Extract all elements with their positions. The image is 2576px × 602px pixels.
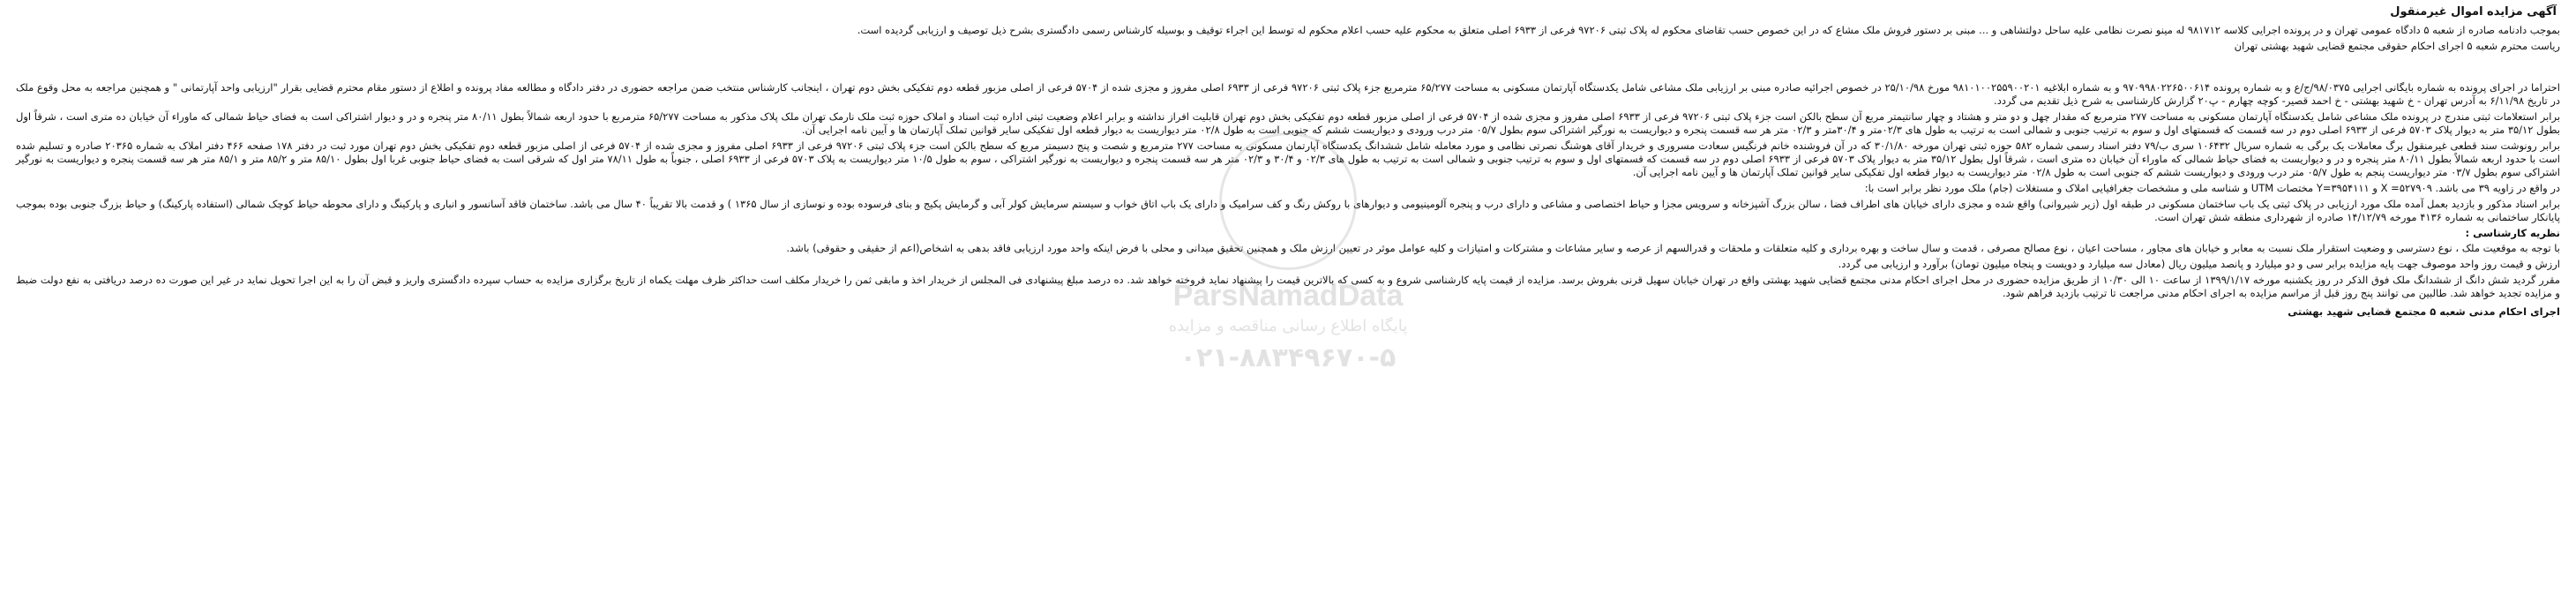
expert-opinion-label: نظریه کارشناسی : <box>2465 227 2560 239</box>
coordinates-paragraph: در واقع در زاویه ۳۹ می باشد. ۵۲۷۹۰۹= X و ۳۹۵۴۱۱۱=Y مختصات UTM و شناسه ملی و مشخصات جغرافیایی املاک و مستغلات (جام) ملک مورد نظر برابر است با: <box>1864 182 2560 194</box>
watermark-brand: ParsNamadData <box>1172 279 1404 312</box>
description-paragraph: برابر اسناد مذکور و بازدید بعمل آمده ملک مورد ارزیابی در پلاک ثبتی یک باب ساختمان مسکونی در طبقه اول (زیر شیروانی) واقع شده و مجزی دارای خیابان های اطراف فضا ، سالن بزرگ آشپزخانه و سرویس مجزا و حیاط اختصاصی و مشاعی و دارای درب و پنجره آلومینیومی و دیوارهای با روکش رنگ و کف سرامیک و دارای یک باب اتاق خواب و سیستم سرمایش کولر آبی و گرمایش پکیج و بنای فرسوده بوده و نوسازی از سال ۱۳۶۵ ) و قدمت بالا تقریباً ۴۰ سال می باشد. ساختمان فاقد آسانسور و انباری و پارکینگ و دارای محوطه حیاط کوچک شمالی (استفاده پارکینگ) و حیاط بزرگ جنوبی بوده بموجب پایانکار ساختمانی به شماره ۴۱۳۶ مورخه ۱۴/۱۲/۷۹ صادره از شهرداری منطقه شش تهران است. <box>16 198 2560 223</box>
notice-title: آگهی مزایده اموال غیرمنقول <box>2390 5 2557 19</box>
deed-paragraph: برابر رونوشت سند قطعی غیرمنقول برگ معاملات یک برگی به شماره سریال ۱۰۶۴۳۲ سری ب/۷۹ دفتر اسناد رسمی شماره ۵۸۲ حوزه ثبتی تهران مورخه ۳۰/۱/۸۰ که در آن فروشنده خانم فرنگیس سعادت مسروری و خریدار آقای هوشنگ نصرتی نظامی و مورد معامله شامل ششدانگ یکدستگاه آپارتمان مسکونی به مساحت ۲۷۷ مترمربع و شصت و پنج دسیمتر مربع که سطح بالکن است جزء پلاک ثبتی ۹۷۲۰۶ فرعی از ۶۹۳۳ اصلی مفروز و مجزی شده از ۵۷۰۴ فرعی از اصلی مزبور قطعه دوم تفکیکی بخش دوم تهران مورد ثبت در دفتر ۱۷۸ صفحه ۴۶۶ دفتر املاک به شماره ۲۰۳۶۵ صادره و تسلیم شده است با حدود اربعه شمالاً بطول ۸۰/۱۱ متر پنجره و در و دیواریست به فضای حیاط شمالی که ماوراء آن خیابان ده متری است ، شرقاً اول بطول ۳۵/۱۲ متر به دیوار پلاک ۵۷۰۳ فرعی از ۶۹۳۳ اصلی دوم در سه قسمت که قسمتهای اول و سوم به ترتیب جنوبی و شمالی است به ترتیب به طول های ۰۲/۳ و ۳۰/۴ و ۰۲/۳ متر هر سه قسمت پنجره و دیواریست به نورگیر اشتراکی ، سوم به طول ۱۰/۵ متر دیواریست به پلاک ۵۷۰۳ فرعی از ۶۹۳۳ اصلی ، جنوباً به طول ۷۸/۱۱ متر اول که شرقی است به فضای حیاط جنوبی غربا اول بطول ۸۵/۱۰ متر و ۸۵/۲ متر و ۸۵/۱ متر هر سه قسمت پنجره و دیواریست به نورگیر اشتراکی سوم بطول ۰۳/۷ متر دیواریست پنجم به طول ۰۵/۷ متر درب ورودی و دیواریست ششم که جنوبی است به طول ۰۲/۸ متر دیواریست به دیوار قطعه اول تفکیکی سایر قوانین تملک آپارتمان ها و آیین نامه اجرایی آن. <box>16 139 2560 178</box>
watermark-phone: ۰۲۱-۸۸۳۴۹۶۷۰-۵ <box>1179 342 1397 373</box>
court-office: ریاست محترم شعبه ۵ اجرای احکام حقوقی مجتمع قضایی شهید بهشتی تهران <box>2234 40 2560 52</box>
valuation-paragraph: ارزش و قیمت روز واحد موصوف جهت پایه مزایده برابر سی و دو میلیارد و پانصد میلیون ریال (معادل سه میلیارد و دویست و پنجاه میلیون تومان) برآورد و ارزیابی می گردد. <box>1838 258 2560 270</box>
auction-notice <box>16 5 2560 319</box>
report-paragraph: احتراما در اجرای پرونده به شماره بایگانی اجرایی ۹۸/۰۳۷۵/ج/ع و به شماره پرونده ۹۷۰۹۹۸۰۲۲۶۵۰۰۶۱۴ و به شماره ابلاغیه ۹۸۱۰۱۰۰۲۵۵۹۰۰۲۰۱ مورخ ۲۵/۱۰/۹۸ در خصوص اجرائیه صادره مبنی بر ارزیابی ملک مشاعی شامل یکدستگاه آپارتمان مسکونی به مساحت ۶۵/۲۷۷ مترمربع جزء پلاک ثبتی ۹۷۲۰۶ فرعی از ۶۹۳۳ اصلی مفروز و مجزی شده از ۵۷۰۴ فرعی از اصلی مزبور قطعه دوم تفکیکی بخش دوم تهران ، اینجانب کارشناس منتخب ضمن مراجعه حضوری در دفتر دادگاه و مطالعه مفاد پرونده و اطلاع از دستور مقام محترم قضایی بقرار "ارزیابی واحد آپارتمانی " و همچنین مراجعه به محل وقوع ملک در تاریخ ۶/۱۱/۹۸ به آدرس تهران - خ شهید بهشتی - خ احمد قصیر- کوچه چهارم - پ۲۰ گزارش کارشناسی به شرح ذیل تقدیم می گردد. <box>16 81 2560 107</box>
watermark-tagline: پایگاه اطلاع رسانی مناقصه و مزایده <box>1168 317 1408 335</box>
valuation-basis-paragraph: با توجه به موقعیت ملک ، نوع دسترسی و وضعیت استقرار ملک نسبت به معابر و خیابان های مجاور ، مساحت اعیان ، نوع مصالح مصرفی ، قدمت و سال ساخت و بهره برداری و کلیه متعلقات و ملحقات و قدرالسهم از عرصه و سایر مشاعات و مشترکات و امتیازات و کلیه عوامل موثر در تعیین ارزش ملک و همچنین تحقیق میدانی و محلی با فرض اینکه واحد مورد ارزیابی فاقد بدهی به اشخاص(اعم از حقیقی و حقوقی) باشد. <box>786 242 2560 254</box>
notice-footer: اجرای احکام مدنی شعبه ۵ مجتمع قضایی شهید بهشتی <box>2288 305 2560 318</box>
notice-intro: بموجب دادنامه صادره از شعبه ۵ دادگاه عمومی تهران و در پرونده اجرایی کلاسه ۹۸۱۷۱۲ له مینو نصرت نظامی علیه ساحل دولتشاهی و ... مبنی بر دستور فروش ملک مشاع که در این خصوص حسب تقاضای محکوم له پلاک ثبتی ۹۷۲۰۶ فرعی از ۶۹۳۳ اصلی متعلق به محکوم علیه حسب اعلام محکوم له توسط این اجراء توقیف و بوسیله کارشناس رسمی دادگستری بشرح ذیل توصیف و ارزیابی گردیده است. <box>857 24 2560 36</box>
auction-terms-paragraph: مقرر گردید شش دانگ از ششدانگ ملک فوق الذکر در روز یکشنبه مورخه ۱۳۹۹/۱/۱۷ از ساعت ۱۰ الی ۱۰/۳۰ از طریق مزایده حضوری در محل اجرای احکام مدنی مجتمع قضایی شهید بهشتی واقع در تهران خیابان سهیل قرنی بفروش برسد. مزایده از قیمت پایه کارشناسی شروع و به کسی که بالاترین قیمت را پیشنهاد نماید فروخته خواهد شد. ده درصد مبلغ پیشنهادی فی المجلس از خریدار اخذ و مابقی ثمن را خریدار مکلف است حداکثر ظرف مهلت یکماه از تاریخ برگزاری مزایده به حساب سپرده دادگستری واریز و قبض آن را به این اجرا تحویل نماید در غیر این صورت ده درصد دریافتی به نفع دولت ضبط و مزایده تجدید خواهد شد. طالبین می توانند پنج روز قبل از مراسم مزایده به اجرای احکام مدنی مراجعت تا ترتیب بازدید فراهم شود. <box>16 274 2560 299</box>
registry-paragraph: برابر استعلامات ثبتی مندرج در پرونده ملک مشاعی شامل یکدستگاه آپارتمان مسکونی به مساحت ۲۷۷ مترمربع که مقدار چهل و دو متر و هشتاد و چهار سانتیمتر مربع آن سطح بالکن است جزء پلاک ثبتی ۹۷۲۰۶ فرعی از ۶۹۳۳ اصلی مفروز و مجزی شده از ۵۷۰۴ فرعی از اصلی مزبور قطعه دوم تفکیکی بخش دوم تهران قابلیت افراز نداشته و برابر اعلام وضعیت ثبتی اداره ثبت اسناد و املاک حوزه ثبت ملک نارمک تهران ملک پلاک مذکور به مساحت ۶۵/۲۷۷ مترمربع با حدود اربعه شمالاً بطول ۸۰/۱۱ متر پنجره و در و دیوار اشتراکی است به فضای حیاط شمالی که ماوراء آن خیابان ده متری است ، شرقاً اول بطول ۳۵/۱۲ متر به دیوار پلاک ۵۷۰۳ فرعی از ۶۹۳۳ اصلی دوم در سه قسمت که قسمتهای اول و سوم به ترتیب جنوبی و شمالی است به ترتیب به طول های ۰۲/۳متر و ۳۰/۴متر و ۰۲/۳ متر هر سه قسمت پنجره و دیواریست به نورگیر اشتراکی سوم بطول ۰۵/۷ متر درب ورودی و دیواریست ششم که جنوبی است به طول ۰۲/۸ متر دیواریست به دیوار قطعه اول تفکیکی سایر قوانین تملک آپارتمان ها و آیین نامه اجرایی آن. <box>16 110 2561 136</box>
